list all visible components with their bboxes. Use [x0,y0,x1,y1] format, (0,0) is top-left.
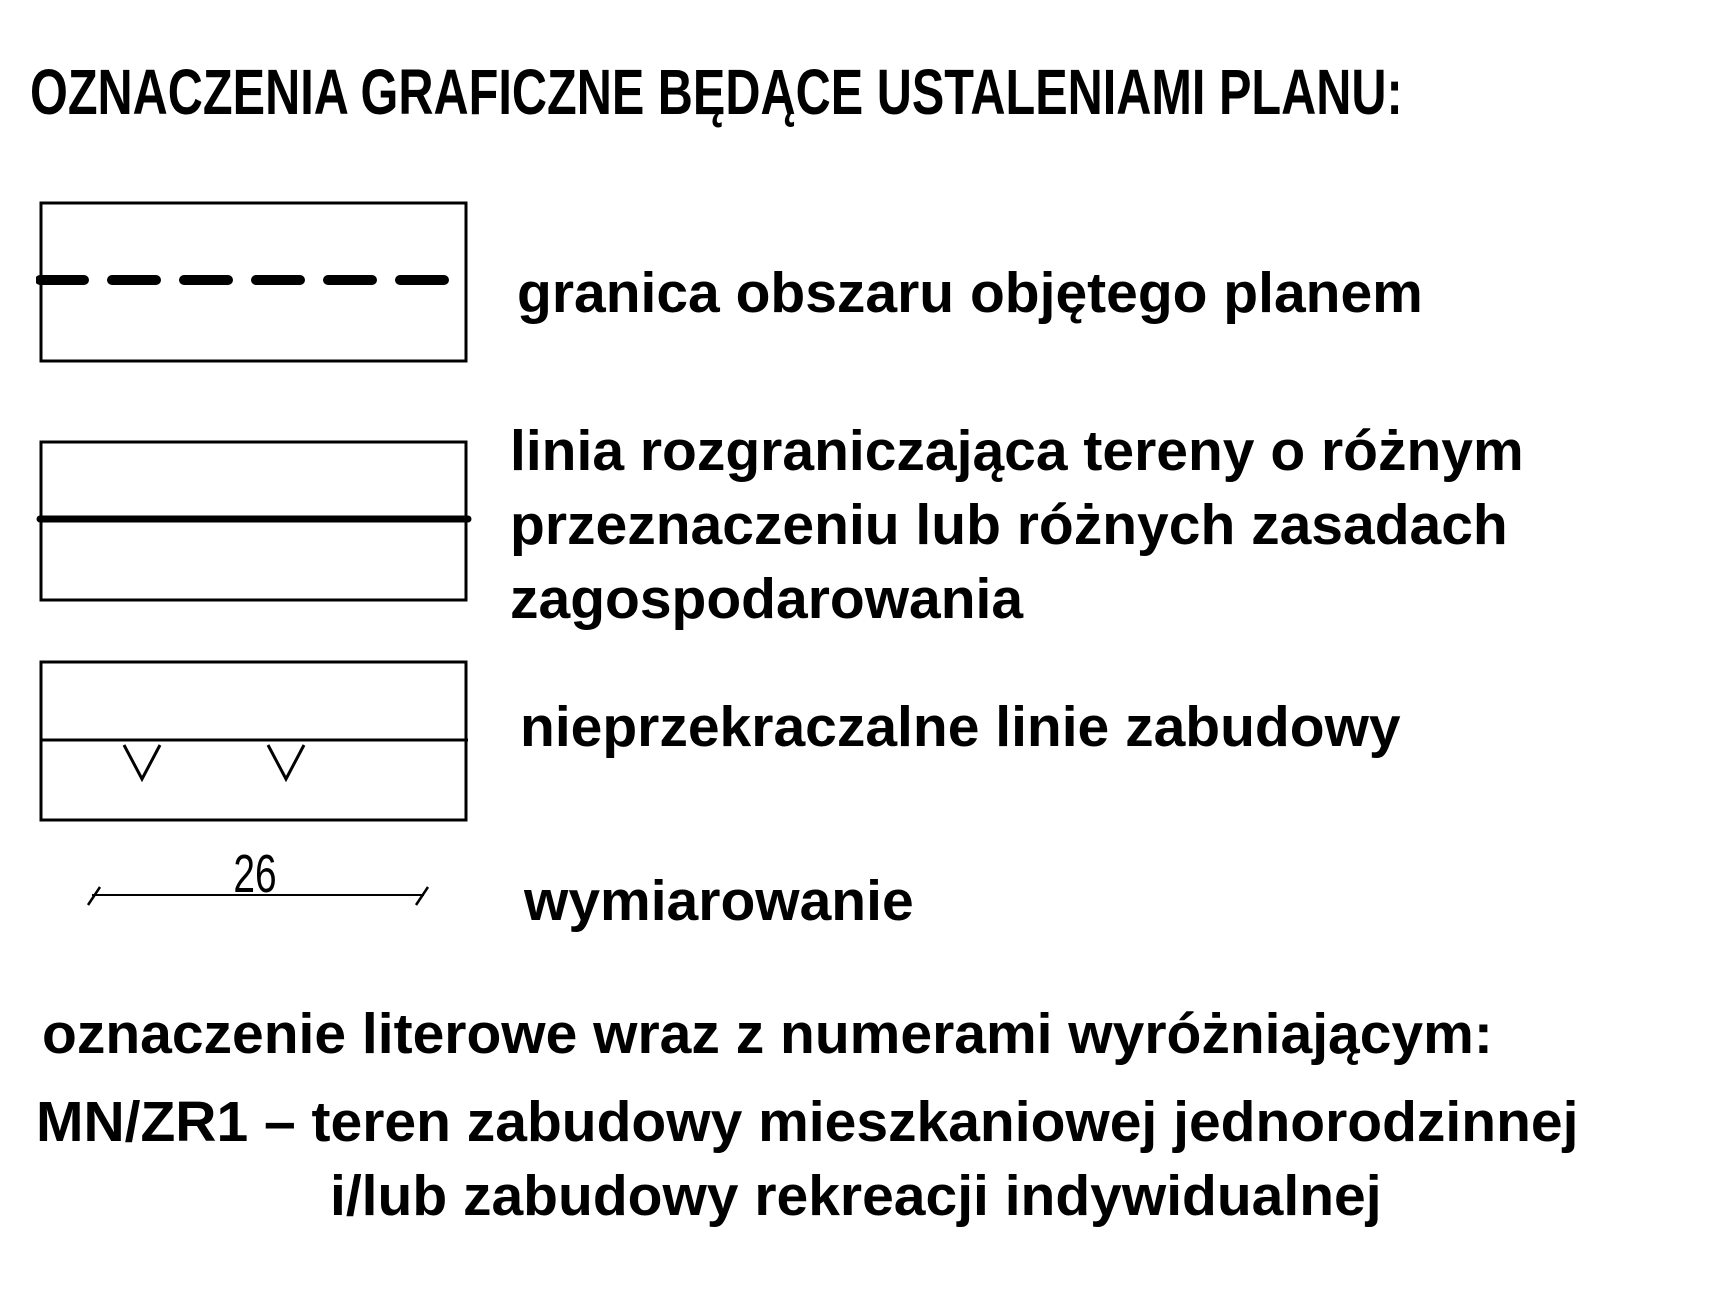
dashed-line-icon [36,198,476,366]
designation-intro: oznaczenie literowe wraz z numerami wyróżniającym: [42,1002,1493,1066]
building-line-icon [36,657,476,825]
zone-mn-zr1-line-1: MN/ZR1 – teren zabudowy mieszkaniowej jednorodzinnej [36,1090,1579,1154]
demarcation-label-line-3: zagospodarowania [510,567,1024,631]
building-line-label: nieprzekraczalne linie zabudowy [520,695,1401,759]
demarcation-label-line-1: linia rozgraniczająca tereny o różnym [510,419,1524,483]
dimension-value: 26 [233,842,277,904]
solid-line-icon [36,437,476,605]
plan-boundary-label: granica obszaru objętego planem [517,261,1423,325]
legend-title: OZNACZENIA GRAFICZNE BĘDĄCE USTALENIAMI PLANU: [30,56,1403,128]
demarcation-label-line-2: przeznaczeniu lub różnych zasadach [510,493,1508,557]
dimensioning-label: wymiarowanie [524,869,914,933]
dimension-line-icon [80,840,440,920]
zone-mn-zr1-line-2: i/lub zabudowy rekreacji indywidualnej [330,1164,1382,1228]
